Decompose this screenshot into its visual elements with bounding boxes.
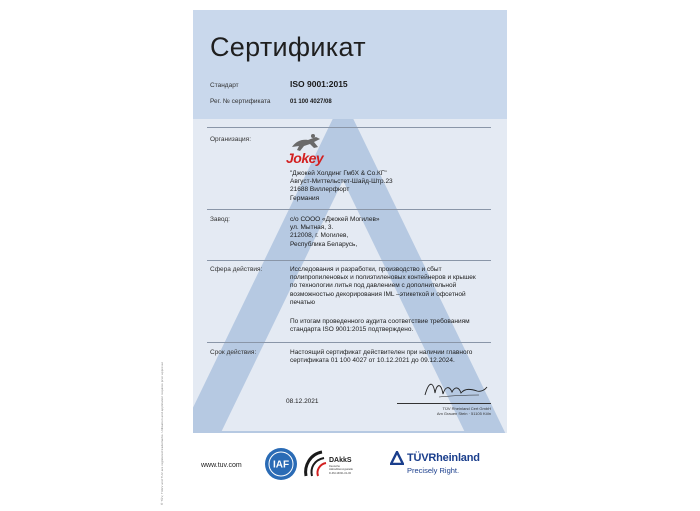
- certificate-page: [193, 10, 507, 501]
- jokey-logo: [286, 133, 350, 175]
- dakks-name: DAkkS: [329, 457, 352, 464]
- registration-label: Рег. № сертификата: [210, 98, 271, 105]
- divider: [207, 209, 491, 210]
- divider: [207, 260, 491, 261]
- tuv-triangle-icon: [390, 451, 404, 465]
- trademark-side-note: ® TÜV, TUEV and TUV are registered trademarks. Utilisation and application requires prior approval.: [160, 361, 164, 505]
- divider: [207, 127, 491, 128]
- divider: [207, 342, 491, 343]
- scope-text: Исследования и разработки, производство и сбыт полипропиленовых и полиэтиленовых контейнеров и крышек по технологии литья под давлением с дополнительной возможностью декорирования IML –этикеткой и офсетной печатью: [290, 266, 476, 306]
- registration-value: 01 100 4027/08: [290, 99, 332, 105]
- iaf-logo-text: IAF: [272, 459, 290, 471]
- iaf-logo-icon: [264, 447, 298, 481]
- issuer-block: TÜV Rheinland Cert GmbH Am Grauen Stein · 51105 Köln: [436, 406, 491, 417]
- audit-statement: По итогам проведенного аудита соответствие требованиям стандарта ISO 9001:2015 подтверждено.: [290, 318, 470, 334]
- tuv-slogan: Precisely Right.: [407, 466, 460, 475]
- organization-address: "Джокей Холдинг ГмбХ & Со.КГ" Август-Миттельстет-Шайд-Штр.23 21688 Виллерфюрт Германия: [290, 170, 393, 202]
- page-title: Сертификат: [210, 32, 366, 62]
- jokey-logo-text: Jokey: [286, 150, 324, 166]
- standard-label: Стандарт: [210, 82, 239, 89]
- plant-address: с/о СООО «Джокей Могилев» ул. Мытная, 3. 212008, г. Могилев, Республика Беларусь,: [290, 216, 380, 248]
- plant-label: Завод:: [210, 216, 230, 223]
- dakks-logo-icon: [302, 448, 332, 480]
- validity-label: Срок действия:: [210, 349, 257, 356]
- standard-value: ISO 9001:2015: [290, 79, 348, 89]
- scope-label: Сфера действия:: [210, 266, 263, 273]
- dakks-subtitle: Deutsche Akkreditierungsstelle D-ZM-16031-01-00: [329, 465, 353, 475]
- website-link[interactable]: www.tuv.com: [201, 462, 242, 469]
- validity-text: Настоящий сертификат действителен при наличии главного сертификата 01 100 4027 от 10.12.2021 до 09.12.2024.: [290, 349, 473, 365]
- signature-line: [397, 403, 491, 404]
- tuv-rheinland-brand: TÜVRheinland: [407, 452, 480, 464]
- signature: [419, 377, 489, 401]
- organization-label: Организация:: [210, 136, 252, 143]
- certificate-footer: [193, 433, 507, 501]
- issue-date: 08.12.2021: [286, 398, 319, 405]
